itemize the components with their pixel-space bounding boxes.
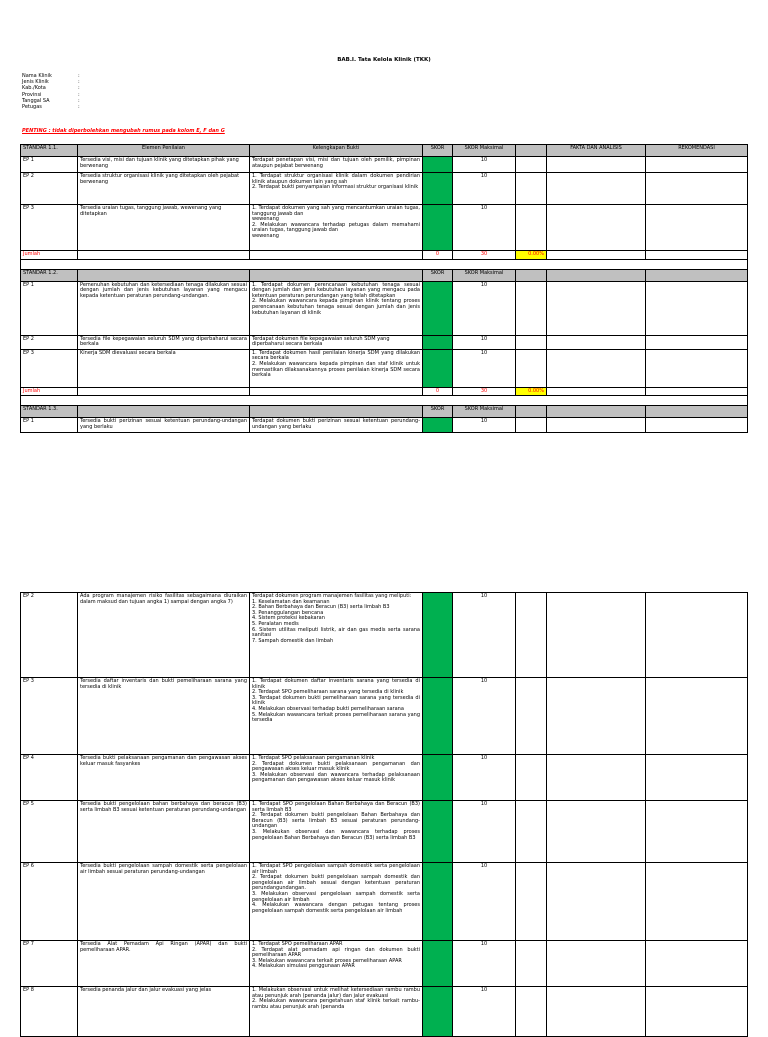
skor-input-cell[interactable]: [423, 173, 453, 205]
bukti-text: Terdapat dokumen bukti perizinan sesuai ketentuan perundang-undangan yang berlaku: [250, 418, 423, 432]
info-sep: :: [78, 103, 80, 110]
info-sep: :: [78, 79, 80, 86]
skor-max-value: 10: [453, 335, 516, 349]
skor-max-value: 10: [453, 593, 516, 678]
elemen-text: Tersedia Alat Pemadam Api Ringan (APAR) dan bukti pemeliharaan APAR.: [78, 941, 250, 987]
fakta-cell[interactable]: [547, 941, 646, 987]
empty-cell: [516, 349, 547, 387]
empty-cell: [250, 269, 423, 281]
skor-input-cell[interactable]: [423, 157, 453, 173]
skor-max-value: 10: [453, 678, 516, 755]
elemen-text: Tersedia struktur organisasi klinik yang ditetapkan oleh pejabat berwenang: [78, 173, 250, 205]
ep-label: EP 3: [21, 349, 78, 387]
bukti-text: Terdapat dokumen program manajemen fasilitas yang meliputi: 1. Keselamatan dan keamanan 2. Bahan Berbahaya dan Beracun (B3) serta limbah B3 3. Penanggulangan bencana 4. Sistem proteksi kebakaran 5. Peralatan medis 6. Sistem utilitas meliputi listrik, air dan gas medis serta sarana sanitasi 7. Sampah domestik dan limbah: [250, 593, 423, 678]
ep-label: EP 2: [21, 335, 78, 349]
fakta-cell[interactable]: [547, 863, 646, 941]
sum-percent: 0.00%: [516, 387, 547, 396]
empty-cell: [516, 941, 547, 987]
sum-percent: 0.00%: [516, 251, 547, 260]
table-row: [21, 205, 748, 251]
bukti-text: 1. Terdapat dokumen perencanaan kebutuhan tenaga sesuai dengan jumlah dan jenis kebutuhan layanan yang mengacu pada ketentuan peraturan perundangan yang telah ditetapkan 2. Melakukan wawancara kepada pimpinan klinik tentang proses perencanaan kebutuhan tenaga sesuai dengan jumlah dan jenis kebutuhan layanan di klinik: [250, 281, 423, 335]
bukti-text: 1. Terdapat dokumen yang sah yang mencantumkan uraian tugas, tanggung jawab dan wewenang 2. Melakukan wawancara terhadap petugas dalam memahami uraian tugas, tanggung jawab dan wewenang: [250, 205, 423, 251]
rekomendasi-cell[interactable]: [646, 863, 748, 941]
standard-label: STANDAR 1.3.: [21, 406, 78, 418]
table-row: [21, 941, 748, 987]
ep-label: EP 5: [21, 801, 78, 863]
skor-input-cell[interactable]: [423, 678, 453, 755]
standard-label: STANDAR 1.1.: [21, 145, 78, 157]
empty-cell: [516, 755, 547, 801]
fakta-cell[interactable]: [547, 205, 646, 251]
sum-max: 30: [453, 387, 516, 396]
ep-label: EP 2: [21, 593, 78, 678]
fakta-cell[interactable]: [547, 678, 646, 755]
empty-cell: [516, 281, 547, 335]
info-label: Tanggal SA: [22, 97, 50, 104]
elemen-text: Tersedia daftar inventaris dan bukti pemeliharaan sarana yang tersedia di klinik: [78, 678, 250, 755]
elemen-text: Tersedia penanda jalur dan jalur evakuasi yang jelas: [78, 987, 250, 1037]
info-sep: :: [78, 97, 80, 104]
document-title: BAB.I. Tata Kelola Klinik (TKK): [337, 57, 431, 63]
elemen-text: Tersedia bukti pengelolaan sampah domestik serta pengelolaan air limbah sesuai peraturan perundang-undangan: [78, 863, 250, 941]
info-label: Petugas: [22, 103, 42, 110]
ep-label: EP 4: [21, 755, 78, 801]
skor-max-value: 10: [453, 157, 516, 173]
col-header-bukti: Kelengkapan Bukti: [250, 145, 423, 157]
col-header-skor-max: SKOR Maksimal: [453, 269, 516, 281]
empty-cell: [516, 205, 547, 251]
rekomendasi-cell[interactable]: [646, 941, 748, 987]
fakta-cell[interactable]: [547, 173, 646, 205]
sum-max: 30: [453, 251, 516, 260]
skor-max-value: 10: [453, 281, 516, 335]
skor-max-value: 10: [453, 863, 516, 941]
col-header-fakta: FAKTA DAN ANALISIS: [547, 145, 646, 157]
col-header-skor-max: SKOR Maksimal: [453, 406, 516, 418]
fakta-cell[interactable]: [547, 335, 646, 349]
table-row: [21, 173, 748, 205]
rekomendasi-cell[interactable]: [646, 678, 748, 755]
info-sep: :: [78, 91, 80, 98]
ep-label: EP 1: [21, 157, 78, 173]
assessment-table: [20, 144, 748, 433]
skor-input-cell[interactable]: [423, 281, 453, 335]
empty-cell: [516, 801, 547, 863]
empty-cell: [78, 387, 250, 396]
skor-input-cell[interactable]: [423, 755, 453, 801]
info-row-petugas: [22, 104, 80, 110]
page-gap: [0, 440, 768, 592]
empty-cell: [516, 335, 547, 349]
table-row: [21, 335, 748, 349]
table-row: [21, 157, 748, 173]
col-header-skor: SKOR: [423, 145, 453, 157]
skor-input-cell[interactable]: [423, 418, 453, 432]
standard-header-row: [21, 406, 748, 418]
empty-cell: [78, 406, 250, 418]
elemen-text: Tersedia bukti perizinan sesuai ketentuan perundang-undangan yang berlaku: [78, 418, 250, 432]
fakta-cell[interactable]: [547, 157, 646, 173]
standard-label: STANDAR 1.2.: [21, 269, 78, 281]
info-label: Jenis Klinik: [22, 79, 49, 86]
assessment-table-continued: [20, 592, 748, 1037]
info-sep: :: [78, 73, 80, 79]
empty-cell: [78, 251, 250, 260]
fakta-cell[interactable]: [547, 987, 646, 1037]
standard-header-row: [21, 269, 748, 281]
skor-input-cell[interactable]: [423, 987, 453, 1037]
skor-max-value: 10: [453, 418, 516, 432]
ep-label: EP 3: [21, 205, 78, 251]
warning-note: PENTING : tidak diperbolehkan mengubah rumus pada kolom E, F dan G: [22, 128, 225, 134]
standard-header-row: [21, 145, 748, 157]
sum-label: Jumlah: [21, 251, 78, 260]
col-header-rekomendasi: REKOMENDASI: [646, 145, 748, 157]
rekomendasi-cell[interactable]: [646, 349, 748, 387]
table-row: [21, 349, 748, 387]
table-row: [21, 755, 748, 801]
col-header-skor: SKOR: [423, 269, 453, 281]
skor-input-cell[interactable]: [423, 941, 453, 987]
ep-label: EP 1: [21, 281, 78, 335]
col-header-empty: [516, 145, 547, 157]
sum-label: Jumlah: [21, 387, 78, 396]
skor-max-value: 10: [453, 349, 516, 387]
rekomendasi-cell[interactable]: [646, 281, 748, 335]
skor-max-value: 10: [453, 173, 516, 205]
empty-cell: [516, 173, 547, 205]
fakta-cell[interactable]: [547, 349, 646, 387]
skor-max-value: 10: [453, 941, 516, 987]
sum-row: [21, 251, 748, 260]
table-row: [21, 678, 748, 755]
ep-label: EP 8: [21, 987, 78, 1037]
bukti-text: 1. Terdapat SPO pengelolaan sampah domestik serta pengelolaan air limbah 2. Terdapat dokumen bukti pengelolaan sampah domestik dan pengelolaan air limbah sesuai dengan ketentuan peraturan perundangundangan. 3. Melakukan observasi pengelolaan sampah domestik serta pengelolaan air limbah 4. Melakukan wawancara dengan petugas tentang proses pengelolaan sampah domestik serta pengelolaan air limbah: [250, 863, 423, 941]
elemen-text: Tersedia visi, misi dan tujuan klinik yang ditetapkan pihak yang berwenang: [78, 157, 250, 173]
empty-cell: [646, 387, 748, 396]
info-sep: :: [78, 85, 80, 92]
skor-input-cell[interactable]: [423, 801, 453, 863]
sum-row: [21, 387, 748, 396]
skor-input-cell[interactable]: [423, 593, 453, 678]
empty-cell: [516, 678, 547, 755]
skor-input-cell[interactable]: [423, 863, 453, 941]
skor-max-value: 10: [453, 205, 516, 251]
sum-skor: 0: [423, 251, 453, 260]
rekomendasi-cell[interactable]: [646, 173, 748, 205]
col-header-skor-max: SKOR Maksimal: [453, 145, 516, 157]
info-label: Nama Klinik: [22, 73, 52, 79]
rekomendasi-cell[interactable]: [646, 205, 748, 251]
table-row: [21, 418, 748, 432]
bukti-text: 1. Terdapat SPO pengelolaan Bahan Berbahaya dan Beracun (B3) serta limbah B3 2. Terdapat dokumen bukti pengelolaan Bahan Berbahaya dan Beracun (B3) serta limbah B3 sesuai peraturan perundang-undangan 3. Melakukan observasi dan wawancara terhadap proses pengelolaan Bahan Berbahaya dan Beracun (B3) serta limbah B3: [250, 801, 423, 863]
empty-cell: [547, 269, 646, 281]
rekomendasi-cell[interactable]: [646, 335, 748, 349]
empty-cell: [250, 251, 423, 260]
spacer-row: [21, 396, 748, 406]
ep-label: EP 3: [21, 678, 78, 755]
empty-cell: [516, 593, 547, 678]
info-label: Provinsi: [22, 91, 42, 98]
empty-cell: [250, 387, 423, 396]
elemen-text: Tersedia uraian tugas, tanggung jawab, wewenang yang ditetapkan: [78, 205, 250, 251]
elemen-text: Ada program manajemen risiko fasilitas sebagaimana diuraikan dalam maksud dan tujuan angka 1) sampai dengan angka 7): [78, 593, 250, 678]
info-label: Kab./Kota: [22, 85, 46, 92]
spacer-cell: [21, 259, 748, 269]
document-page-1: [0, 0, 768, 440]
rekomendasi-cell[interactable]: [646, 987, 748, 1037]
bukti-text: 1. Terdapat dokumen daftar inventaris sarana yang tersedia di klinik 2. Terdapat SPO pemeliharaan sarana yang tersedia di klinik 3. Terdapat dokumen bukti pemeliharaan sarana yang tersedia di klinik 4. Melakukan observasi terhadap bukti pemeliharaan sarana 5. Melakukan wawancara terkait proses pemeliharaan sarana yang tersedia: [250, 678, 423, 755]
bukti-text: 1. Terdapat dokumen hasil penilaian kinerja SDM yang dilakukan secara berkala 2. Melakukan wawancara kepada pimpinan dan staf klinik untuk memastikan dilaksanakannya proses penilaian kinerja SDM secara berkala: [250, 349, 423, 387]
clinic-info-block: [22, 73, 80, 110]
rekomendasi-cell[interactable]: [646, 157, 748, 173]
rekomendasi-cell[interactable]: [646, 755, 748, 801]
empty-cell: [547, 406, 646, 418]
empty-cell: [646, 406, 748, 418]
col-header-empty: [516, 406, 547, 418]
empty-cell: [646, 251, 748, 260]
fakta-cell[interactable]: [547, 593, 646, 678]
table-row: [21, 801, 748, 863]
table-row: [21, 593, 748, 678]
col-header-empty: [516, 269, 547, 281]
rekomendasi-cell[interactable]: [646, 418, 748, 432]
elemen-text: Pemenuhan kebutuhan dan ketersediaan tenaga dilakukan sesuai dengan jumlah dan jenis kebutuhan layanan yang mengacu kepada ketentuan peraturan perundang-undangan.: [78, 281, 250, 335]
bukti-text: 1. Terdapat SPO pemeliharaan APAR 2. Terdapat alat pemadam api ringan dan dokumen bukti pemeliharaan APAR 3. Melakukan wawancara terkait proses pemeliharaan APAR 4. Melakukan simulasi penggunaan APAR: [250, 941, 423, 987]
ep-label: EP 2: [21, 173, 78, 205]
bukti-text: 1. Terdapat struktur organisasi klinik dalam dokumen pendirian klinik ataupun dokumen lain yang sah 2. Terdapat bukti penyampaian informasi struktur organisasi klinik: [250, 173, 423, 205]
spacer-row: [21, 259, 748, 269]
spacer-cell: [21, 396, 748, 406]
table-row: [21, 281, 748, 335]
elemen-text: Tersedia bukti pelaksanaan pengamanan dan pengawasan akses keluar masuk fasyankes: [78, 755, 250, 801]
bukti-text: 1. Melakukan observasi untuk melihat ketersediaan rambu rambu atau penunjuk arah (penanda jalur) dan jalur evakuasi 2. Melakukan wawancara pengetahuan staf klinik terkait rambu-rambu atau penunjuk arah (penanda: [250, 987, 423, 1037]
table-row: [21, 987, 748, 1037]
skor-max-value: 10: [453, 987, 516, 1037]
skor-input-cell[interactable]: [423, 205, 453, 251]
fakta-cell[interactable]: [547, 281, 646, 335]
empty-cell: [516, 863, 547, 941]
elemen-text: Tersedia file kepegawaian seluruh SDM yang diperbaharui secara berkala: [78, 335, 250, 349]
skor-input-cell[interactable]: [423, 335, 453, 349]
empty-cell: [516, 418, 547, 432]
fakta-cell[interactable]: [547, 418, 646, 432]
empty-cell: [547, 387, 646, 396]
skor-max-value: 10: [453, 801, 516, 863]
bukti-text: Terdapat penetapan visi, misi dan tujuan oleh pemilik, pimpinan ataupun pejabat berwenang: [250, 157, 423, 173]
col-header-elemen: Elemen Penilaian: [78, 145, 250, 157]
empty-cell: [516, 157, 547, 173]
empty-cell: [516, 987, 547, 1037]
bukti-text: 1. Terdapat SPO pelaksanaan pengamanan klinik 2. Terdapat dokumen bukti pelaksanaan pengamanan dan pengawasan akses keluar masuk klinik 3. Melakukan observasi dan wawancara terhadap pelaksanaan pengamanan dan pengawasan akses keluar masuk klinik: [250, 755, 423, 801]
bukti-text: Terdapat dokumen file kepegawaian seluruh SDM yang diperbaharui secara berkala: [250, 335, 423, 349]
fakta-cell[interactable]: [547, 755, 646, 801]
rekomendasi-cell[interactable]: [646, 593, 748, 678]
skor-max-value: 10: [453, 755, 516, 801]
ep-label: EP 6: [21, 863, 78, 941]
empty-cell: [78, 269, 250, 281]
empty-cell: [646, 269, 748, 281]
elemen-text: Tersedia bukti pengelolaan bahan berbahaya dan beracun (B3) serta limbah B3 sesuai ketentuan peraturan perundang-undangan: [78, 801, 250, 863]
ep-label: EP 1: [21, 418, 78, 432]
document-page-2: [0, 592, 768, 1024]
empty-cell: [250, 406, 423, 418]
skor-input-cell[interactable]: [423, 349, 453, 387]
fakta-cell[interactable]: [547, 801, 646, 863]
empty-cell: [547, 251, 646, 260]
sum-skor: 0: [423, 387, 453, 396]
rekomendasi-cell[interactable]: [646, 801, 748, 863]
table-row: [21, 863, 748, 941]
col-header-skor: SKOR: [423, 406, 453, 418]
elemen-text: Kinerja SDM dievaluasi secara berkala: [78, 349, 250, 387]
ep-label: EP 7: [21, 941, 78, 987]
